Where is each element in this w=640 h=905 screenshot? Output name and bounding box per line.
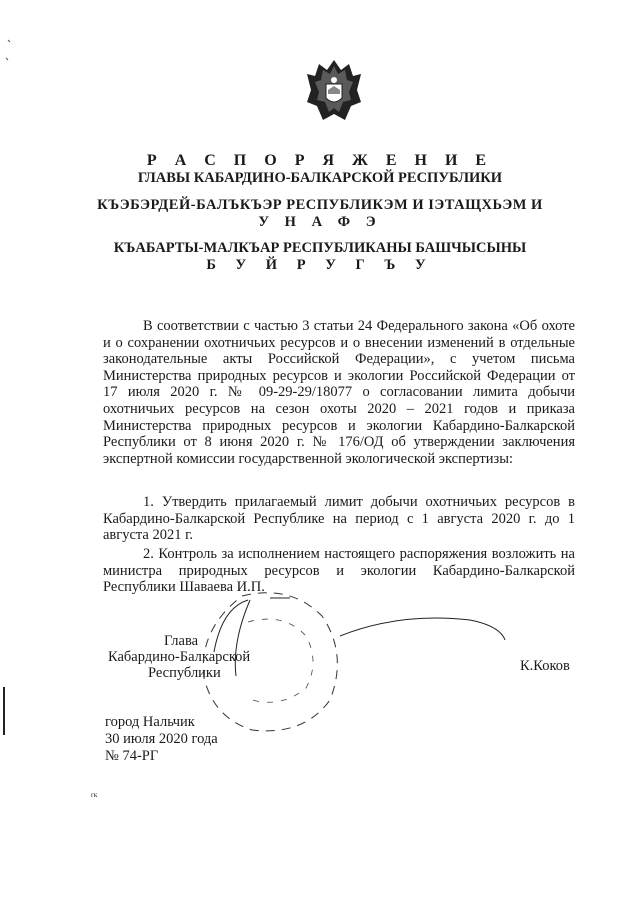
typist-initials: гк	[91, 791, 98, 799]
coat-of-arms-emblem	[305, 56, 363, 126]
signer-position-line1: Глава	[164, 633, 199, 649]
signer-name: К.Коков	[520, 658, 570, 674]
signer-position-line2: Кабардино-Балкарской	[108, 649, 251, 665]
balkar-title-line1: КЪАБАРТЫ-МАЛКЪАР РЕСПУБЛИКАНЫ БАШЧЫСЫНЫ	[113, 240, 527, 256]
signer-position-line3: Республики	[148, 665, 221, 681]
kabardian-title-line1: КЪЭБЭРДЕЙ-БАЛЪКЪЭР РЕСПУБЛИКЭМ И ІЭТАЩХЬЭМ И	[97, 197, 543, 213]
clause-2-paragraph: 2. Контроль за исполнением настоящего распоряжения возложить на министра природных ресурсов и экологии Кабардино-Балкарской Республики Шаваева И.П.	[103, 546, 575, 596]
document-title: Р А С П О Р Я Ж Е Н И Е	[146, 152, 494, 169]
document-number: № 74-РГ	[105, 748, 159, 764]
clause-1-paragraph: 1. Утвердить прилагаемый лимит добычи охотничьих ресурсов в Кабардино-Балкарской Республике на период с 1 августа 2020 г. до 1 августа 2021 г.	[103, 494, 575, 544]
issue-date: 30 июля 2020 года	[105, 731, 218, 747]
balkar-title-line2: Б У Й Р У Г Ъ У	[206, 257, 434, 273]
kabardian-title-line2: У Н А Ф Э	[258, 214, 382, 230]
handwritten-signature	[214, 600, 505, 676]
preamble-paragraph: В соответствии с частью 3 статьи 24 Федерального закона «Об охоте и о сохранении охотничьих ресурсов и о внесении изменений в отдельные законодательные акты Российской Федерации», с учетом письма Министерства природных ресурсов и экологии Российской Федерации от 17 июля 2020 г. № 09-29-29/18077 о согласовании лимита добычи охотничьих ресурсов на сезон охоты 2020 – 2021 годов и приказа Министерства природных ресурсов и экологии Кабардино-Балкарской Республики от 8 июня 2020 г. № 176/ОД об утверждении заключения экспертной комиссии государственной экологической экспертизы:	[103, 318, 575, 467]
official-stamp-inner	[248, 619, 313, 702]
issue-city: город Нальчик	[105, 714, 195, 730]
issuer-line: ГЛАВЫ КАБАРДИНО-БАЛКАРСКОЙ РЕСПУБЛИКИ	[137, 170, 503, 186]
